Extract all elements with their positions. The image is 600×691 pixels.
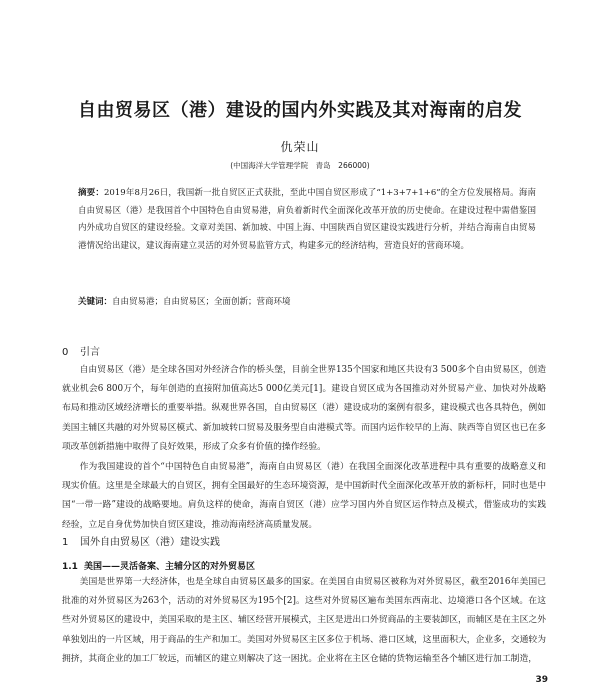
subsection-number: 1.1 bbox=[62, 562, 78, 572]
section-title: 国外自由贸易区（港）建设实践 bbox=[80, 537, 220, 548]
section-number: 1 bbox=[62, 537, 69, 548]
subsection-title: 美国——灵活备案、主辅分区的对外贸易区 bbox=[84, 562, 256, 572]
paragraph-intro-1: 自由贸易区（港）是全球各国对外经济合作的桥头堡，目前全世界135个国家和地区共设有3 500多个自由贸易区，创造就业机会6 800万个，每年创造的直接附加值高达5 000亿美元[1]。建设自贸区成为各国推动对外贸易产业、加快对外战略布局和推动区域经济增长的重要举措。纵观世界各国，自由贸易区（港）建设成功的案例有很多，建设模式也各具特色，例如美国主辅区共融的对外贸易区模式、新加坡转口贸易及服务型自由港模式等。而国内运作较早的上海、陕西等自贸区也已在多项改革创新措施中取得了良好效果，形成了众多有价值的操作经验。 bbox=[62, 365, 546, 452]
author-affiliation: (中国海洋大学管理学院 青岛 266000) bbox=[230, 161, 370, 170]
section-heading-1 bbox=[62, 533, 220, 548]
abstract-label: 摘要： bbox=[78, 188, 105, 198]
keywords-text: 自由贸易港；自由贸易区；全面创新；营商环境 bbox=[112, 297, 291, 307]
section-number: 0 bbox=[62, 347, 69, 358]
paragraph-intro-2: 作为我国建设的首个“中国特色自由贸易港”，海南自由贸易区（港）在我国全面深化改革进程中具有重要的战略意义和现实价值。这里是全球最大的自贸区，拥有全国最好的生态环境资源，是中国新时代全面深化改革开放的新标杆，同时也是中国“一带一路”建设的战略要地。肩负这样的使命，海南自贸区（港）应学习国内外自贸区运作特点及模式，借鉴成功的实践经验，立足自身优势加快自贸区建设，推动海南经济高质量发展。 bbox=[62, 462, 546, 530]
keywords-label: 关键词： bbox=[78, 297, 113, 307]
article-title: 自由贸易区（港）建设的国内外实践及其对海南的启发 bbox=[78, 100, 522, 121]
subsection-heading-1-1 bbox=[62, 559, 255, 572]
keywords-block bbox=[78, 295, 536, 309]
page-number: 39 bbox=[535, 675, 548, 685]
abstract-block bbox=[78, 185, 536, 255]
abstract-text: 2019年8月26日，我国新一批自贸区正式获批，至此中国自贸区形成了“1+3+7+1+6”的全方位发展格局。海南自由贸易区（港）是我国首个中国特色自由贸易港，肩负着新时代全面深化改革开放的历史使命。在建设过程中需借鉴国内外成功自贸区的建设经验。文章对美国、新加坡、中国上海、中国陕西自贸区建设实践进行分析，并结合海南自由贸易港情况给出建议，建议海南建立灵活的对外贸易监管方式，构建多元的经济结构，营造良好的营商环境。 bbox=[78, 188, 536, 251]
section-title: 引言 bbox=[80, 347, 100, 358]
section-heading-intro bbox=[62, 343, 100, 358]
paragraph-1-1: 美国是世界第一大经济体，也是全球自由贸易区最多的国家。在美国自由贸易区被称为对外贸易区，截至2016年美国已批准的对外贸易区为263个，活动的对外贸易区为195个[2]。这些对外贸易区遍布美国东西南北、边境港口各个区域。在这些对外贸易区的建设中，美国采取的是主区、辅区经营开展模式，主区是进出口外贸商品的主要装卸区，而辅区是在主区之外单独划出的一片区域，用于商品的生产和加工。美国对外贸易区主区多位于机场、港口区域，这里面积大，企业多，交通较为拥挤，其商企业的加工厂较远，而辅区的建立则解决了这一困扰。企业将在主区仓储的货物运输至各个辅区进行加工制造， bbox=[62, 577, 546, 664]
article-author: 仇荣山 bbox=[280, 140, 320, 154]
